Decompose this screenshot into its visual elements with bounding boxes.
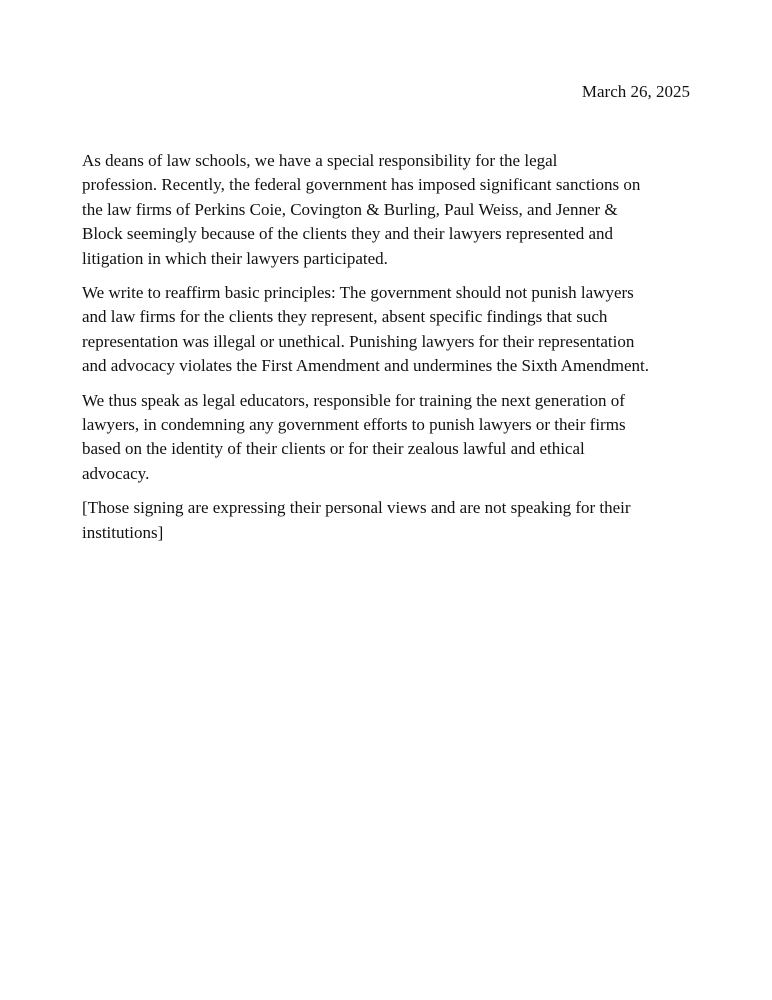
- paragraph-disclaimer: [82, 496, 702, 545]
- text-line: Block seemingly because of the clients they and their lawyers represented and: [82, 224, 614, 244]
- letter-date: March 26, 2025: [581, 82, 690, 101]
- text-line: institutions]: [82, 522, 164, 542]
- text-line: and law firms for the clients they represent, absent specific findings that such: [82, 307, 608, 327]
- text-line: the law firms of Perkins Coie, Covington & Burling, Paul Weiss, and Jenner &: [82, 199, 618, 219]
- text-line: and advocacy violates the First Amendment and undermines the Sixth Amendment.: [82, 356, 650, 376]
- paragraph-principles: [82, 281, 702, 379]
- text-line: We write to reaffirm basic principles: The government should not punish lawyers: [82, 283, 634, 303]
- text-line: lawyers, in condemning any government efforts to punish lawyers or their firms: [82, 415, 626, 435]
- paragraph-intro: [82, 149, 702, 271]
- text-line: We thus speak as legal educators, responsible for training the next generation of: [82, 390, 625, 410]
- text-line: As deans of law schools, we have a special responsibility for the legal: [82, 151, 558, 170]
- text-line: litigation in which their lawyers participated.: [82, 248, 388, 268]
- text-line: profession. Recently, the federal government has imposed significant sanctions on: [82, 175, 641, 195]
- text-line: based on the identity of their clients or for their zealous lawful and ethical: [82, 439, 585, 459]
- text-line: representation was illegal or unethical. Punishing lawyers for their representation: [82, 331, 635, 351]
- text-line: [Those signing are expressing their personal views and are not speaking for their: [82, 498, 631, 518]
- letter-body: [82, 149, 702, 555]
- text-line: advocacy.: [82, 463, 150, 483]
- paragraph-educators: [82, 389, 702, 487]
